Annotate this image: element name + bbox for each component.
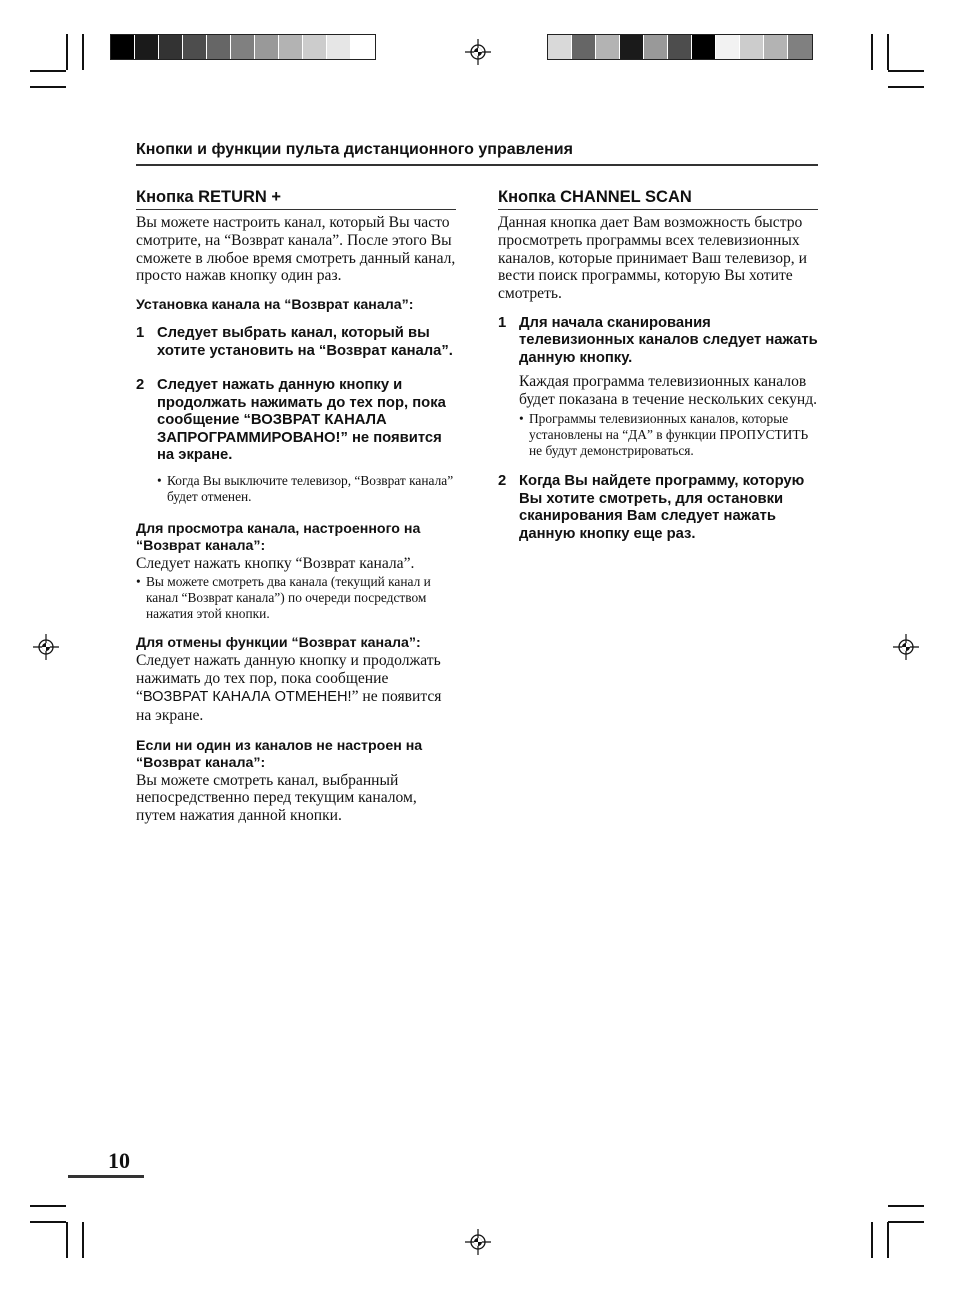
step-number: 2 bbox=[498, 473, 507, 490]
note-text: Программы телевизионных каналов, которые установлены на “ДА” в функции ПРОПУСТИТЬ не будут демонстрироваться. bbox=[529, 411, 809, 459]
bullet-icon: • bbox=[136, 574, 141, 590]
crop-mark bbox=[888, 1205, 924, 1207]
crop-mark bbox=[887, 1222, 889, 1258]
return-intro: Вы можете настроить канал, который Вы часто смотрите, на “Возврат канала”. После этого Вы сможете в любое время смотреть данный канал, просто нажав кнопку один раз. bbox=[136, 214, 456, 285]
crop-mark bbox=[30, 86, 66, 88]
crop-mark bbox=[30, 1205, 66, 1207]
note-text: Когда Вы выключите телевизор, “Возврат канала” будет отменен. bbox=[167, 472, 454, 504]
page-number-rule bbox=[68, 1175, 144, 1178]
crop-mark bbox=[888, 70, 924, 72]
scan-intro: Данная кнопка дает Вам возможность быстро просмотреть программы всех телевизионных каналов, которые принимает Ваш телевизор, и вести поиск программы, которую Вы хотите смотреть. bbox=[498, 214, 807, 303]
return-button-section bbox=[136, 188, 456, 825]
color-swatch bbox=[255, 35, 279, 59]
crop-mark bbox=[871, 34, 873, 70]
color-swatch bbox=[303, 35, 327, 59]
channel-scan-section bbox=[498, 188, 818, 543]
color-swatch bbox=[183, 35, 207, 59]
color-swatch bbox=[716, 35, 740, 59]
step-text: Для начала сканирования телевизионных каналов следует нажать данную кнопку. bbox=[519, 314, 818, 366]
section-title-channel-scan: Кнопка CHANNEL SCAN bbox=[498, 188, 818, 210]
bullet-icon: • bbox=[519, 411, 524, 427]
color-swatch bbox=[351, 35, 375, 59]
color-swatch bbox=[788, 35, 812, 59]
page-title: Кнопки и функции пульта дистанционного управления bbox=[136, 141, 818, 166]
crop-mark bbox=[66, 34, 68, 70]
crop-mark bbox=[888, 1221, 924, 1223]
section-title-return: Кнопка RETURN + bbox=[136, 188, 456, 210]
view-text: Следует нажать кнопку “Возврат канала”. bbox=[136, 554, 415, 572]
color-swatch bbox=[279, 35, 303, 59]
view-note bbox=[136, 574, 456, 622]
scan-step1-note bbox=[519, 411, 818, 459]
crop-mark bbox=[888, 86, 924, 88]
color-swatch bbox=[740, 35, 764, 59]
color-calibration-bar-left bbox=[110, 34, 376, 60]
step-number: 2 bbox=[136, 377, 145, 394]
color-swatch bbox=[572, 35, 596, 59]
note-text: Вы можете смотреть два канала (текущий канал и канал “Возврат канала”) по очереди посредством нажатия этой кнопки. bbox=[146, 574, 431, 622]
page-number: 10 bbox=[108, 1148, 130, 1173]
step-text: Следует выбрать канал, который вы хотите установить на “Возврат канала”. bbox=[157, 325, 453, 359]
scan-step1-body: Каждая программа телевизионных каналов будет показана в течение нескольких секунд. bbox=[519, 373, 818, 409]
color-swatch bbox=[231, 35, 255, 59]
cancel-text: Следует нажать данную кнопку и продолжать нажимать до тех пор, пока сообщение “ВОЗВРАТ КАНАЛА ОТМЕНЕН!” не появится на экране. bbox=[136, 652, 442, 724]
color-swatch bbox=[620, 35, 644, 59]
step-number: 1 bbox=[498, 314, 507, 331]
color-swatch bbox=[548, 35, 572, 59]
color-swatch bbox=[207, 35, 231, 59]
bullet-icon: • bbox=[157, 472, 162, 488]
setup-step-2 bbox=[136, 377, 456, 465]
registration-mark-icon bbox=[893, 634, 919, 660]
registration-mark-icon bbox=[465, 1229, 491, 1255]
cancel-heading: Для отмены функции “Возврат канала”: bbox=[136, 635, 421, 652]
crop-mark bbox=[871, 1222, 873, 1258]
none-text: Вы можете смотреть канал, выбранный непосредственно перед текущим каналом, путем нажатия данной кнопки. bbox=[136, 771, 417, 825]
registration-mark-icon bbox=[33, 634, 59, 660]
crop-mark bbox=[82, 34, 84, 70]
crop-mark bbox=[887, 34, 889, 70]
scan-step-2 bbox=[498, 473, 818, 543]
crop-mark bbox=[30, 1221, 66, 1223]
setup-heading: Установка канала на “Возврат канала”: bbox=[136, 297, 414, 314]
color-swatch bbox=[327, 35, 351, 59]
color-swatch bbox=[596, 35, 620, 59]
crop-mark bbox=[30, 70, 66, 72]
crop-mark bbox=[82, 1222, 84, 1258]
color-swatch bbox=[644, 35, 668, 59]
step-text: Следует нажать данную кнопку и продолжать нажимать до тех пор, пока сообщение “ВОЗВРАТ КАНАЛА ЗАПРОГРАММИРОВАНО!” не появится на экране. bbox=[157, 377, 446, 464]
none-heading: Если ни один из каналов не настроен на “Возврат канала”: bbox=[136, 737, 423, 771]
step2-note bbox=[157, 473, 456, 505]
color-swatch bbox=[159, 35, 183, 59]
step-text: Когда Вы найдете программу, которую Вы хотите смотреть, для остановки сканирования Вам следует нажать данную кнопку еще раз. bbox=[519, 473, 805, 542]
color-swatch bbox=[764, 35, 788, 59]
color-swatch bbox=[668, 35, 692, 59]
registration-mark-icon bbox=[465, 39, 491, 65]
color-swatch bbox=[111, 35, 135, 59]
color-swatch bbox=[135, 35, 159, 59]
color-calibration-bar-right bbox=[547, 34, 813, 60]
setup-step-1 bbox=[136, 325, 456, 360]
color-swatch bbox=[692, 35, 716, 59]
scan-step-1 bbox=[498, 315, 818, 368]
view-heading: Для просмотра канала, настроенного на “Возврат канала”: bbox=[136, 520, 421, 554]
crop-mark bbox=[66, 1222, 68, 1258]
step-number: 1 bbox=[136, 325, 145, 342]
